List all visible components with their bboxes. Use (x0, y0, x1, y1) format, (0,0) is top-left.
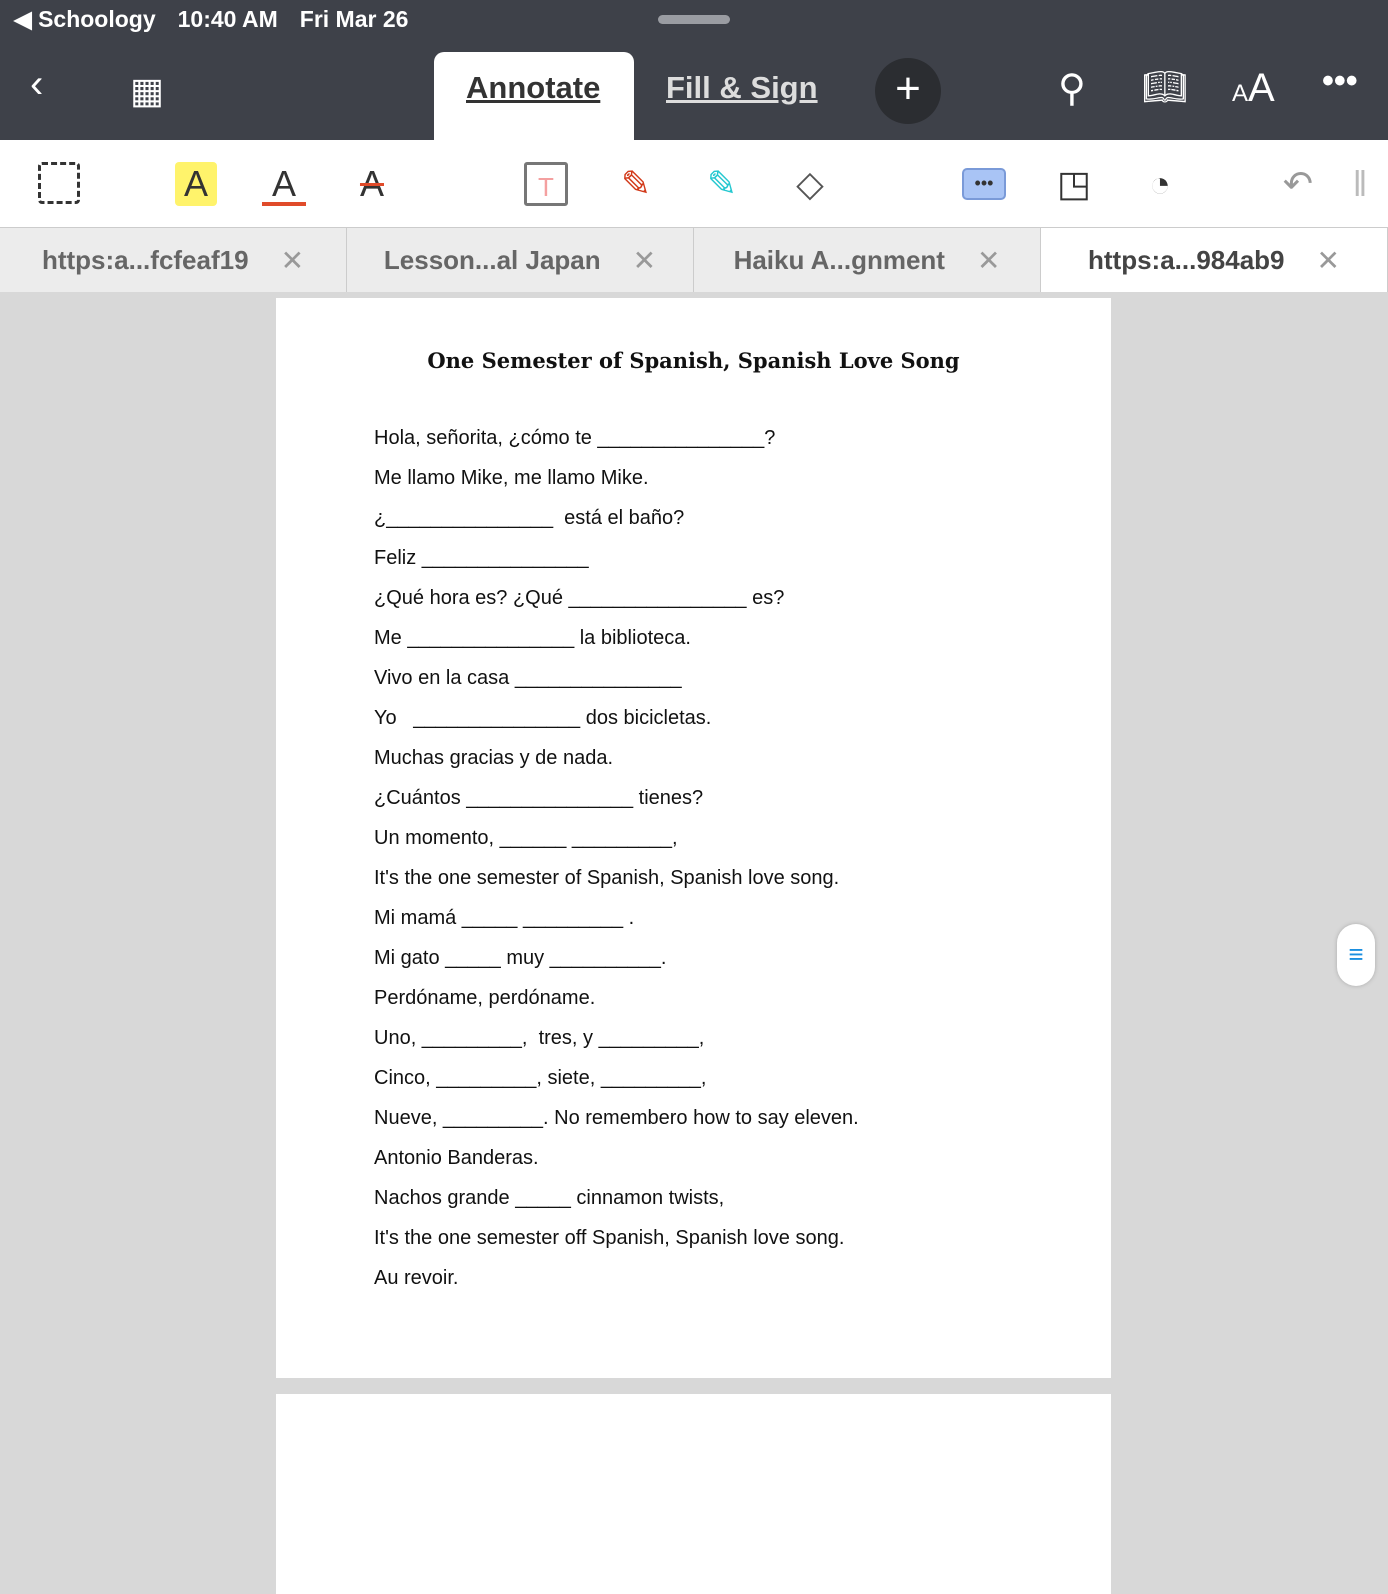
more-icon[interactable]: ••• (1322, 62, 1358, 100)
lyric-line: Muchas gracias y de nada. (374, 747, 614, 769)
close-icon[interactable]: ✕ (632, 244, 657, 276)
lyric-line: Nachos grande _____ cinnamon twists, (374, 1187, 725, 1209)
highlight-text-icon[interactable]: A (175, 162, 217, 206)
sticker-icon[interactable]: ◔ (1149, 163, 1171, 204)
pdf-page-next[interactable] (276, 1394, 1111, 1594)
tab-label: Lesson...al Japan (383, 244, 601, 275)
lyric-line: Mi mamá _____ _________ . (374, 907, 635, 929)
thumbnails-grid-icon[interactable]: ▦ (130, 70, 165, 111)
tab-label: https:a...fcfeaf19 (41, 244, 249, 275)
outline-toggle-icon[interactable]: ≡ (1337, 924, 1375, 986)
book-icon[interactable]: 📖︎ (1142, 66, 1188, 107)
document-tab-active[interactable] (1041, 228, 1388, 292)
lyric-line: Me llamo Mike, me llamo Mike. (374, 467, 649, 489)
undo-icon[interactable]: ↶ (1282, 163, 1314, 204)
lyric-line: ¿Cuántos _______________ tienes? (374, 787, 704, 809)
pdf-page[interactable] (276, 298, 1111, 1378)
annotation-toolbar (0, 140, 1388, 228)
tab-fill-sign[interactable]: Fill & Sign (666, 70, 818, 105)
lyric-line: Nueve, _________. No remembero how to say eleven. (374, 1107, 859, 1129)
pen-icon[interactable]: ✎ (620, 163, 652, 204)
comment-icon[interactable]: ••• (962, 168, 1006, 200)
lyric-line: Cinco, _________, siete, _________, (374, 1067, 707, 1089)
date: Fri Mar 26 (299, 6, 409, 32)
lyric-line: Antonio Banderas. (374, 1147, 539, 1169)
close-icon[interactable]: ✕ (280, 244, 305, 276)
shapes-icon[interactable]: ◳ (1056, 163, 1091, 204)
toolbar-drag-handle[interactable]: ‖ (1352, 163, 1368, 204)
tab-label: Haiku A...gnment (733, 244, 945, 275)
top-bar (0, 0, 1388, 140)
select-icon[interactable] (38, 162, 80, 204)
document-tab[interactable] (694, 228, 1041, 292)
back-chevron-icon[interactable]: ‹ (30, 62, 44, 106)
highlighter-icon[interactable]: ✎ (706, 163, 738, 204)
lyric-line: Un momento, ______ _________, (374, 827, 678, 849)
document-tab[interactable] (347, 228, 694, 292)
close-icon[interactable]: ✕ (1316, 244, 1340, 276)
underline-text-icon[interactable]: A (262, 162, 306, 206)
lyric-line: Uno, _________, tres, y _________, (374, 1027, 705, 1049)
text-box-icon[interactable]: T (524, 162, 568, 206)
tab-label: https:a...984ab9 (1088, 244, 1285, 275)
lyric-line: Vivo en la casa _______________ (374, 667, 682, 689)
strikethrough-icon[interactable]: A (359, 163, 384, 204)
lyric-line: ¿_______________ está el baño? (374, 507, 685, 529)
lyric-line: Mi gato _____ muy __________. (374, 947, 667, 969)
lyric-line: It's the one semester of Spanish, Spanish love song. (374, 867, 840, 889)
document-tab[interactable] (0, 228, 347, 292)
lyric-line: ¿Qué hora es? ¿Qué ________________ es? (374, 587, 785, 609)
back-to-app[interactable]: ◀ Schoology (14, 6, 156, 32)
lyric-line: Feliz _______________ (374, 547, 589, 569)
status-bar (14, 6, 408, 33)
multitask-handle[interactable] (658, 15, 730, 24)
lyric-line: Yo _______________ dos bicicletas. (374, 707, 712, 729)
tab-annotate[interactable]: Annotate (466, 70, 601, 105)
time: 10:40 AM (177, 6, 278, 32)
document-tabs (0, 228, 1388, 292)
lyric-line: It's the one semester off Spanish, Spanish love song. (374, 1227, 845, 1249)
search-icon[interactable]: ⚲ (1058, 68, 1086, 110)
eraser-icon[interactable]: ◇ (796, 163, 824, 204)
lyric-line: Perdóname, perdóname. (374, 987, 596, 1009)
lyric-line: Me _______________ la biblioteca. (374, 627, 691, 649)
close-icon[interactable]: ✕ (976, 244, 1001, 276)
lyric-line: Hola, señorita, ¿cómo te _______________? (374, 427, 776, 449)
add-button[interactable]: + (875, 58, 941, 124)
text-size-icon[interactable]: AA (1232, 66, 1275, 110)
lyric-line: Au revoir. (374, 1267, 459, 1289)
document-title: One Semester of Spanish, Spanish Love Song (427, 348, 960, 373)
